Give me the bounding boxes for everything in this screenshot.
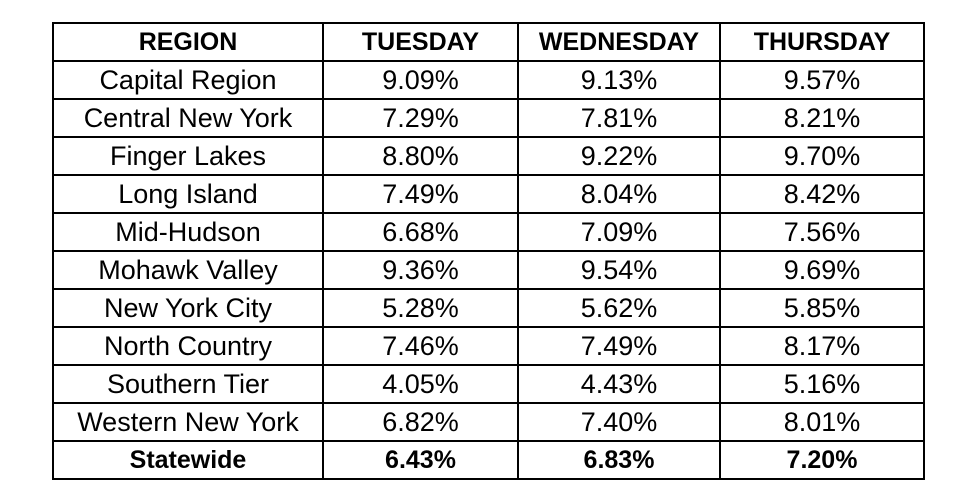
cell-thursday: 5.16% <box>720 365 924 403</box>
cell-tuesday: 7.46% <box>323 327 518 365</box>
table-row <box>53 251 924 289</box>
header-wednesday: WEDNESDAY <box>518 23 720 61</box>
cell-wednesday: 7.49% <box>518 327 720 365</box>
cell-tuesday: 6.68% <box>323 213 518 251</box>
cell-wednesday: 7.40% <box>518 403 720 441</box>
header-thursday: THURSDAY <box>720 23 924 61</box>
table-row <box>53 99 924 137</box>
header-tuesday: TUESDAY <box>323 23 518 61</box>
cell-tuesday: 7.49% <box>323 175 518 213</box>
regional-percentages-table <box>52 22 925 480</box>
cell-region: Western New York <box>53 403 323 441</box>
cell-tuesday: 6.82% <box>323 403 518 441</box>
table-row <box>53 137 924 175</box>
cell-tuesday: 9.09% <box>323 61 518 99</box>
cell-tuesday: 5.28% <box>323 289 518 327</box>
cell-region-total: Statewide <box>53 441 323 479</box>
cell-region: Mid-Hudson <box>53 213 323 251</box>
cell-wednesday: 5.62% <box>518 289 720 327</box>
cell-wednesday-total: 6.83% <box>518 441 720 479</box>
cell-wednesday: 9.22% <box>518 137 720 175</box>
cell-thursday: 8.01% <box>720 403 924 441</box>
cell-region: Finger Lakes <box>53 137 323 175</box>
cell-wednesday: 8.04% <box>518 175 720 213</box>
table-row <box>53 403 924 441</box>
cell-tuesday: 7.29% <box>323 99 518 137</box>
cell-thursday: 5.85% <box>720 289 924 327</box>
cell-thursday-total: 7.20% <box>720 441 924 479</box>
cell-thursday: 9.69% <box>720 251 924 289</box>
table-container <box>52 22 925 480</box>
cell-thursday: 9.57% <box>720 61 924 99</box>
cell-region: Long Island <box>53 175 323 213</box>
header-region: REGION <box>53 23 323 61</box>
table-row <box>53 327 924 365</box>
cell-region: Central New York <box>53 99 323 137</box>
cell-region: Mohawk Valley <box>53 251 323 289</box>
cell-wednesday: 7.09% <box>518 213 720 251</box>
cell-wednesday: 9.54% <box>518 251 720 289</box>
cell-tuesday: 8.80% <box>323 137 518 175</box>
table-row <box>53 365 924 403</box>
cell-thursday: 8.17% <box>720 327 924 365</box>
cell-region: North Country <box>53 327 323 365</box>
cell-tuesday: 9.36% <box>323 251 518 289</box>
cell-region: Southern Tier <box>53 365 323 403</box>
cell-wednesday: 4.43% <box>518 365 720 403</box>
cell-wednesday: 7.81% <box>518 99 720 137</box>
cell-thursday: 8.21% <box>720 99 924 137</box>
cell-thursday: 8.42% <box>720 175 924 213</box>
cell-thursday: 9.70% <box>720 137 924 175</box>
cell-thursday: 7.56% <box>720 213 924 251</box>
cell-region: New York City <box>53 289 323 327</box>
table-row <box>53 175 924 213</box>
cell-tuesday: 4.05% <box>323 365 518 403</box>
cell-wednesday: 9.13% <box>518 61 720 99</box>
table-row <box>53 61 924 99</box>
cell-tuesday-total: 6.43% <box>323 441 518 479</box>
cell-region: Capital Region <box>53 61 323 99</box>
table-row <box>53 213 924 251</box>
statewide-total-row <box>53 441 924 479</box>
table-header-row <box>53 23 924 61</box>
table-row <box>53 289 924 327</box>
